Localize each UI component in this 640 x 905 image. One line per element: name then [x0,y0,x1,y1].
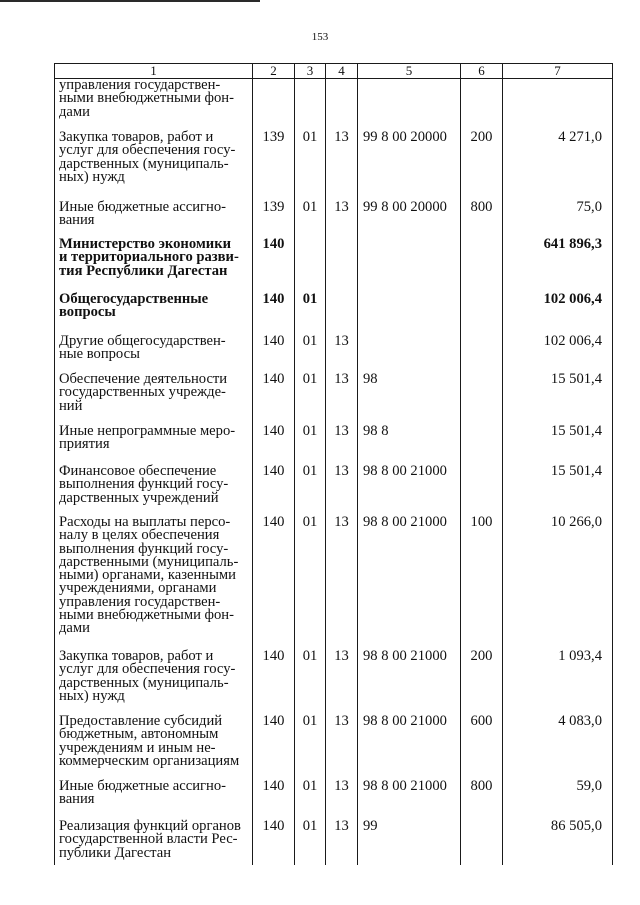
table-row [55,715,613,780]
row-amount: 15 501,4 [503,425,613,465]
row-name: Общегосударственные вопросы [55,293,253,335]
row-subsection-code: 13 [326,373,358,425]
row-subsection-code: 13 [326,131,358,201]
row-name: Иные непрограммные меро- приятия [55,425,253,465]
row-section-code: 01 [295,820,326,865]
row-subsection-code [326,293,358,335]
row-expense-type: 800 [461,780,503,820]
row-name: Иные бюджетные ассигно- вания [55,201,253,238]
row-name: Предоставление субсидий бюджетным, автономным учреждениям и иным не- коммерческим организациям [55,715,253,780]
table-row [55,201,613,238]
row-name: Закупка товаров, работ и услуг для обеспечения госу- дарственных (муниципаль- ных) нужд [55,131,253,201]
table-row [55,373,613,425]
row-expense-type: 600 [461,715,503,780]
row-grbs-code: 140 [253,516,295,650]
row-section-code: 01 [295,373,326,425]
row-section-code: 01 [295,201,326,238]
row-target-article: 99 8 00 20000 [358,131,461,201]
row-section-code: 01 [295,131,326,201]
row-amount: 102 006,4 [503,293,613,335]
row-expense-type [461,238,503,293]
row-expense-type: 100 [461,516,503,650]
row-expense-type [461,465,503,516]
row-expense-type [461,373,503,425]
row-amount: 10 266,0 [503,516,613,650]
row-amount: 4 083,0 [503,715,613,780]
row-grbs-code: 140 [253,650,295,715]
row-target-article [358,335,461,373]
row-subsection-code: 13 [326,465,358,516]
row-amount: 86 505,0 [503,820,613,865]
row-subsection-code: 13 [326,516,358,650]
row-subsection-code: 13 [326,650,358,715]
budget-table [54,63,613,865]
row-amount [503,79,613,132]
row-amount: 59,0 [503,780,613,820]
table-row [55,293,613,335]
row-section-code: 01 [295,465,326,516]
row-grbs-code: 140 [253,335,295,373]
row-target-article [358,79,461,132]
col-header-3: 3 [295,64,326,79]
row-subsection-code: 13 [326,820,358,865]
row-target-article: 99 8 00 20000 [358,201,461,238]
table-row [55,335,613,373]
row-subsection-code [326,79,358,132]
table-row [55,79,613,132]
table-row [55,516,613,650]
row-name: Расходы на выплаты персо- налу в целях обеспечения выполнения функций госу- дарственными (муниципаль- ными) органами, казенными учреждениями, органами управления государствен- ными внебюджетными фон- дами [55,516,253,650]
row-name: управления государствен- ными внебюджетными фон- дами [55,79,253,132]
row-expense-type [461,79,503,132]
row-expense-type: 200 [461,131,503,201]
top-rule [0,0,260,2]
row-expense-type [461,425,503,465]
row-target-article [358,293,461,335]
row-grbs-code: 140 [253,238,295,293]
row-expense-type [461,335,503,373]
table-row [55,131,613,201]
row-subsection-code: 13 [326,715,358,780]
row-name: Иные бюджетные ассигно- вания [55,780,253,820]
row-target-article [358,238,461,293]
row-name: Реализация функций органов государственной власти Рес- публики Дагестан [55,820,253,865]
row-amount: 15 501,4 [503,373,613,425]
row-expense-type: 200 [461,650,503,715]
row-section-code: 01 [295,293,326,335]
row-amount: 4 271,0 [503,131,613,201]
row-section-code: 01 [295,780,326,820]
row-section-code: 01 [295,335,326,373]
row-expense-type: 800 [461,201,503,238]
row-subsection-code: 13 [326,201,358,238]
row-amount: 75,0 [503,201,613,238]
row-grbs-code: 140 [253,293,295,335]
table-row [55,238,613,293]
row-target-article: 98 8 00 21000 [358,780,461,820]
row-section-code [295,79,326,132]
row-name: Закупка товаров, работ и услуг для обеспечения госу- дарственных (муниципаль- ных) нужд [55,650,253,715]
table-row [55,425,613,465]
row-expense-type [461,820,503,865]
row-section-code: 01 [295,650,326,715]
table-row [55,780,613,820]
row-name: Финансовое обеспечение выполнения функций госу- дарственных учреждений [55,465,253,516]
row-target-article: 98 8 00 21000 [358,516,461,650]
row-target-article: 98 [358,373,461,425]
row-amount: 1 093,4 [503,650,613,715]
row-expense-type [461,293,503,335]
row-target-article: 98 8 00 21000 [358,715,461,780]
row-section-code: 01 [295,516,326,650]
row-grbs-code: 140 [253,465,295,516]
row-grbs-code: 140 [253,715,295,780]
row-grbs-code: 140 [253,425,295,465]
row-target-article: 98 8 [358,425,461,465]
row-subsection-code [326,238,358,293]
row-grbs-code: 139 [253,131,295,201]
row-grbs-code [253,79,295,132]
row-amount: 102 006,4 [503,335,613,373]
row-subsection-code: 13 [326,780,358,820]
row-section-code: 01 [295,715,326,780]
col-header-2: 2 [253,64,295,79]
col-header-5: 5 [358,64,461,79]
page-number: 153 [311,31,329,43]
row-section-code: 01 [295,425,326,465]
row-target-article: 98 8 00 21000 [358,465,461,516]
col-header-7: 7 [503,64,613,79]
row-name: Обеспечение деятельности государственных учрежде- ний [55,373,253,425]
row-subsection-code: 13 [326,335,358,373]
row-name: Министерство экономики и территориального разви- тия Республики Дагестан [55,238,253,293]
row-target-article: 98 8 00 21000 [358,650,461,715]
col-header-6: 6 [461,64,503,79]
row-section-code [295,238,326,293]
table-row [55,465,613,516]
row-subsection-code: 13 [326,425,358,465]
row-name: Другие общегосударствен- ные вопросы [55,335,253,373]
table-row [55,650,613,715]
row-amount: 641 896,3 [503,238,613,293]
table-row [55,820,613,865]
col-header-4: 4 [326,64,358,79]
col-header-1: 1 [55,64,253,79]
row-target-article: 99 [358,820,461,865]
row-grbs-code: 140 [253,820,295,865]
row-grbs-code: 140 [253,373,295,425]
row-amount: 15 501,4 [503,465,613,516]
row-grbs-code: 140 [253,780,295,820]
row-grbs-code: 139 [253,201,295,238]
